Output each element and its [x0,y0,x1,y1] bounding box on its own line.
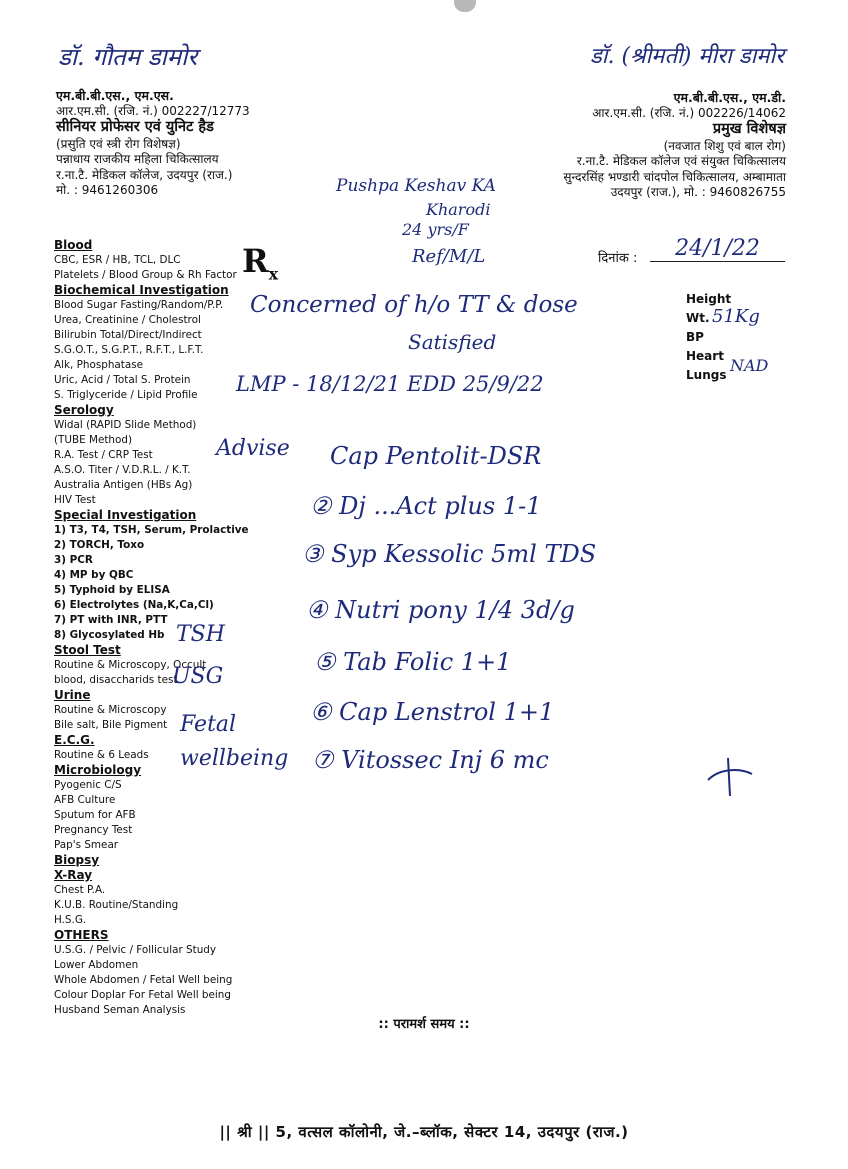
section-heading: Stool Test [54,643,121,657]
vital-lungs: Lungs [686,368,727,382]
test-item: Whole Abdomen / Fetal Well being [54,974,233,986]
left-hospital: पन्नाधाय राजकीय महिला चिकित्सालय [56,152,219,166]
left-specialty: (प्रसुति एवं स्त्री रोग विशेषज्ञ) [56,136,181,151]
section-heading: E.C.G. [54,733,95,747]
left-phone: मो. : 9461260306 [56,183,159,197]
test-item: Platelets / Blood Group & Rh Factor [54,269,237,281]
section-heading: Biopsy [54,853,100,867]
test-item: AFB Culture [54,794,116,806]
right-hospital: र.ना.टै. मेडिकल कॉलेज एवं संयुक्त चिकित्सालय [576,154,786,168]
test-item: 2) TORCH, Toxo [54,539,145,551]
advice-fetal: Fetal [180,712,237,737]
left-registration: आर.एम.सी. (रजि. नं.) 002227/12773 [56,103,250,118]
test-item: 7) PT with INR, PTT [54,614,168,626]
test-item: 1) T3, T4, TSH, Serum, Prolactive [54,524,249,536]
vitals-labels [686,290,731,385]
left-title: सीनियर प्रोफेसर एवं युनिट हैड [56,119,214,135]
advice-tsh: TSH [176,622,225,647]
test-item: blood, disaccharids test [54,674,178,686]
patient-ref: Ref/M/L [412,246,486,267]
advice-wellbeing: wellbeing [180,746,289,771]
test-item: Sputum for AFB [54,809,136,821]
test-item: CBC, ESR / HB, TCL, DLC [54,254,181,266]
test-item: Urea, Creatinine / Cholestrol [54,314,201,326]
advice-usg: USG [172,664,224,689]
rx-item-6: ⑥ Cap Lenstrol 1+1 [310,698,555,726]
test-item: Husband Seman Analysis [54,1004,186,1016]
paper-clip [454,0,476,12]
patient-age: 24 yrs/F [402,220,469,239]
test-item: S.G.O.T., S.G.P.T., R.F.T., L.F.T. [54,344,204,356]
test-item: Routine & Microscopy, Occult [54,659,207,671]
vital-weight: Wt. [686,311,710,325]
test-item: A.S.O. Titer / V.D.R.L. / K.T. [54,464,191,476]
section-heading: Microbiology [54,763,142,777]
rx-item-7: ⑦ Vitossec Inj 6 mc [312,746,549,774]
test-item: Chest P.A. [54,884,106,896]
section-heading: Blood [54,238,93,252]
left-doctor-info [56,88,336,199]
test-item: 3) PCR [54,554,93,566]
complaint-line-1: Concerned of h/o TT & dose [250,292,578,318]
right-title: प्रमुख विशेषज्ञ [712,121,786,137]
rx-item-4: ④ Nutri pony 1/4 3d/g [306,596,575,624]
test-item: Routine & Microscopy [54,704,167,716]
test-item: Lower Abdomen [54,959,139,971]
test-item: Bile salt, Bile Pigment [54,719,168,731]
test-item: 6) Electrolytes (Na,K,Ca,Cl) [54,599,214,611]
right-degrees: एम.बी.बी.एस., एम.डी. [673,90,786,105]
doctor-initial-mark [700,750,760,800]
right-registration: आर.एम.सी. (रजि. नं.) 002226/14062 [592,105,786,120]
test-item: Colour Doplar For Fetal Well being [54,989,231,1001]
test-item: R.A. Test / CRP Test [54,449,153,461]
rx-item-1: Cap Pentolit-DSR [330,442,542,470]
consultation-time: :: परामर्श समय :: [378,1017,470,1032]
left-doctor-signature: डॉ. गौतम डामोर [58,43,198,71]
complaint-line-2: Satisfied [408,330,497,354]
test-item: H.S.G. [54,914,87,926]
test-item: 4) MP by QBC [54,569,134,581]
test-item: 5) Typhoid by ELISA [54,584,170,596]
test-item: Blood Sugar Fasting/Random/P.P. [54,299,224,311]
patient-name: Pushpa Keshav KA [336,176,496,196]
right-phone: उदयपुर (राज.), मो. : 9460826755 [610,185,786,199]
patient-location: Kharodi [426,200,491,219]
weight-value: 51Kg [712,306,760,327]
right-doctor-info [486,90,786,201]
footer-address: || श्री || 5, वत्सल कॉलोनी, जे.–ब्लॉक, सेक्टर 14, उदयपुर (राज.) [219,1123,629,1141]
vital-heart: Heart [686,349,724,363]
test-item: Alk, Phosphatase [54,359,144,371]
rx-item-5: ⑤ Tab Folic 1+1 [314,648,512,676]
test-item: Australia Antigen (HBs Ag) [54,479,193,491]
section-heading: Biochemical Investigation [54,283,229,297]
section-heading: OTHERS [54,928,109,942]
vital-bp: BP [686,330,704,344]
lmp-edd: LMP - 18/12/21 EDD 25/9/22 [236,372,544,396]
test-item: 8) Glycosylated Hb [54,629,165,641]
rx-item-2: ② Dj ...Act plus 1-1 [310,492,542,520]
date-value: 24/1/22 [650,236,785,262]
test-item: Pyogenic C/S [54,779,122,791]
test-item: Pap's Smear [54,839,119,851]
heart-lungs-value: NAD [730,356,769,375]
rx-item-3: ③ Syp Kessolic 5ml TDS [302,540,597,568]
advise-label: Advise [216,436,290,461]
test-item: Routine & 6 Leads [54,749,149,761]
right-hospital2: सुन्दरसिंह भण्डारी चांदपोल चिकित्सालय, अम्बामाता [563,169,786,184]
test-item: HIV Test [54,494,96,506]
test-item: Widal (RAPID Slide Method) [54,419,197,431]
test-item: U.S.G. / Pelvic / Follicular Study [54,944,217,956]
section-heading: Urine [54,688,91,702]
rx-symbol: $R_x$ [242,242,279,284]
section-heading: Serology [54,403,114,417]
test-item: Bilirubin Total/Direct/Indirect [54,329,202,341]
vital-height: Height [686,292,732,306]
right-doctor-signature: डॉ. (श्रीमती) मीरा डामोर [590,44,785,69]
date-label: दिनांक : [598,251,638,266]
section-heading: Special Investigation [54,508,197,522]
left-college: र.ना.टै. मेडिकल कॉलेज, उदयपुर (राज.) [56,167,233,182]
left-degrees: एम.बी.बी.एस., एम.एस. [56,88,174,103]
test-item: Uric, Acid / Total S. Protein [54,374,191,386]
test-item: K.U.B. Routine/Standing [54,899,179,911]
test-item: (TUBE Method) [54,434,133,446]
test-item: Pregnancy Test [54,824,133,836]
test-item: S. Triglyceride / Lipid Profile [54,389,198,401]
section-heading: X-Ray [54,868,93,882]
right-specialty: (नवजात शिशु एवं बाल रोग) [663,138,786,153]
